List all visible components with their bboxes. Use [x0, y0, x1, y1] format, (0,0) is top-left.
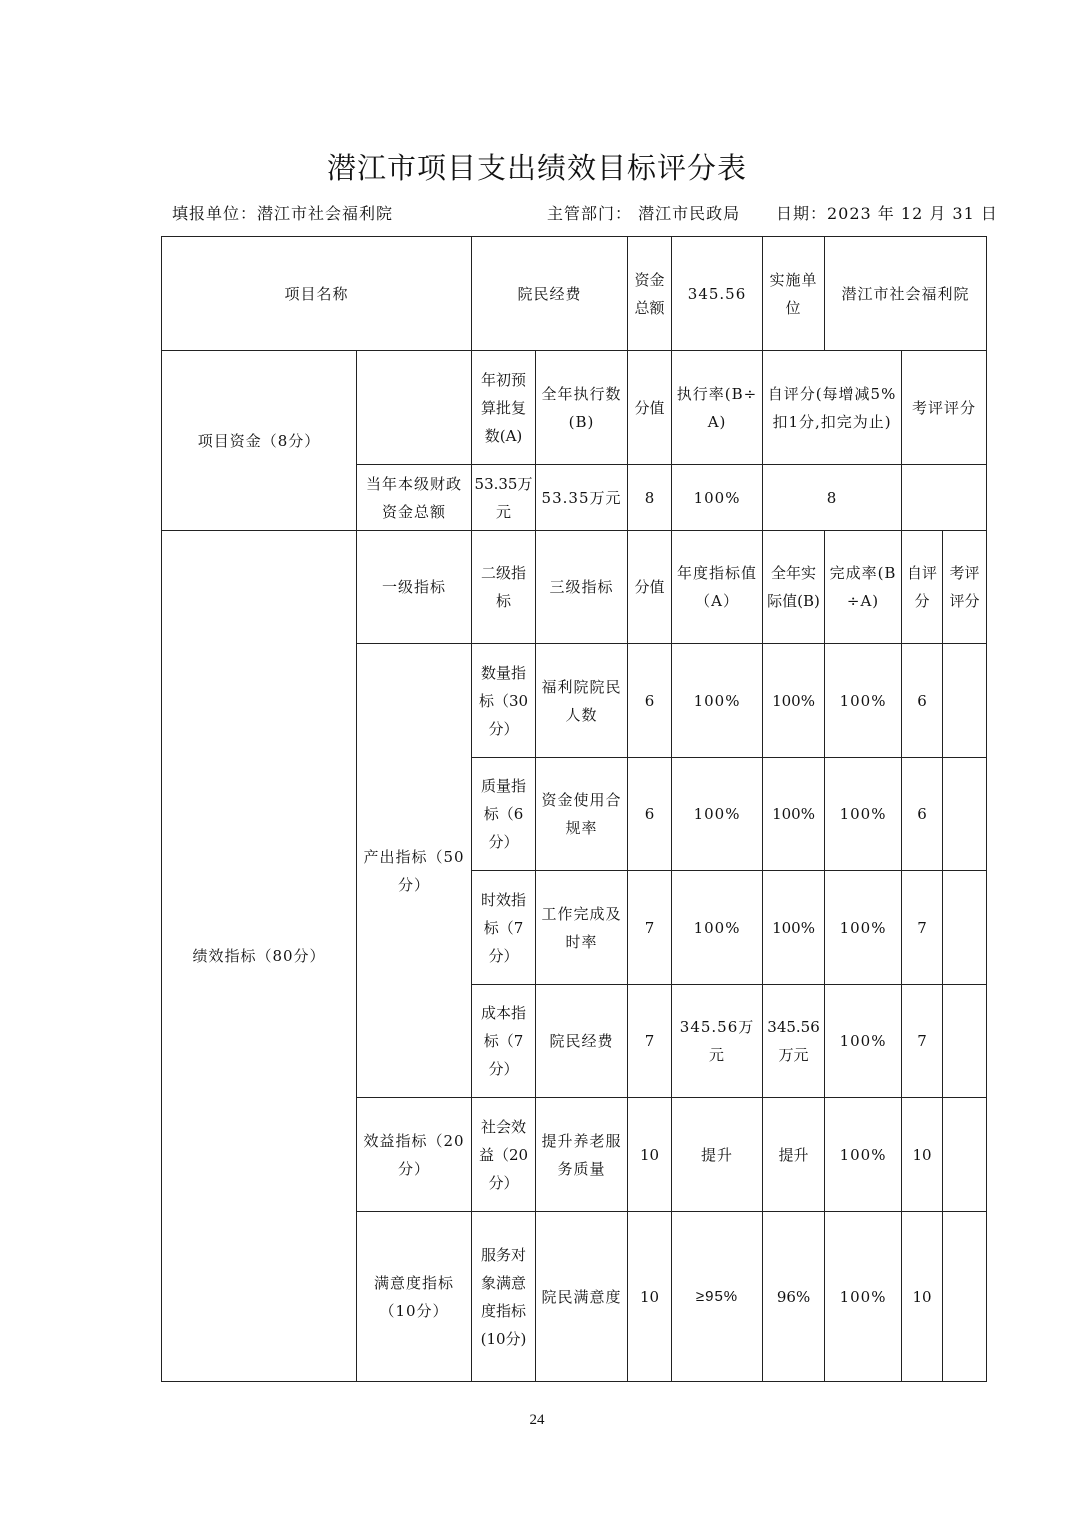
page-number: 24	[529, 1412, 545, 1428]
impl-unit-label: 实施单位	[763, 237, 825, 351]
funds-rate: 100%	[672, 465, 763, 531]
h-level3: 三级指标	[536, 531, 628, 644]
col-score: 分值	[628, 351, 672, 465]
funds-exec: 53.35万元	[536, 465, 628, 531]
total-funds-label: 资金总额	[628, 237, 672, 351]
project-name-value: 院民经费	[472, 237, 628, 351]
row-rate: 100%	[825, 1098, 902, 1212]
row-target: 100%	[672, 644, 763, 758]
row-rate: 100%	[825, 758, 902, 871]
funds-review	[902, 465, 987, 531]
row-actual: 96%	[763, 1212, 825, 1382]
funds-label: 项目资金（8分）	[162, 351, 357, 531]
h-rate: 完成率(B÷A)	[825, 531, 902, 644]
group-output: 产出指标（50分）	[357, 644, 472, 1098]
row-actual: 100%	[763, 758, 825, 871]
row-level3: 福利院院民人数	[536, 644, 628, 758]
h-review: 考评评分	[943, 531, 987, 644]
h-level1: 一级指标	[357, 531, 472, 644]
row-level2: 质量指标（6分）	[472, 758, 536, 871]
group-satisfaction: 满意度指标（10分）	[357, 1212, 472, 1382]
fill-unit: 填报单位：潜江市社会福利院	[172, 204, 394, 223]
funds-blank	[357, 351, 472, 465]
score-table	[161, 236, 987, 1382]
row-rate: 100%	[825, 985, 902, 1098]
row-score: 10	[628, 1098, 672, 1212]
row-self: 10	[902, 1098, 943, 1212]
row-rate: 100%	[825, 871, 902, 985]
row-self: 7	[902, 871, 943, 985]
row-self: 6	[902, 644, 943, 758]
row-target: 100%	[672, 871, 763, 985]
row-target: ≥95%	[672, 1212, 763, 1382]
row-target: 100%	[672, 758, 763, 871]
funds-self: 8	[763, 465, 902, 531]
col-rate: 执行率(B÷A)	[672, 351, 763, 465]
row-review	[943, 1212, 987, 1382]
col-exec: 全年执行数(B)	[536, 351, 628, 465]
funds-row-label: 当年本级财政资金总额	[357, 465, 472, 531]
row-score: 10	[628, 1212, 672, 1382]
h-self: 自评分	[902, 531, 943, 644]
row-level3: 提升养老服务质量	[536, 1098, 628, 1212]
row-score: 7	[628, 985, 672, 1098]
row-score: 7	[628, 871, 672, 985]
funds-header-row	[162, 351, 987, 465]
row-score: 6	[628, 758, 672, 871]
perf-header-row	[162, 531, 987, 644]
row-level2: 社会效益（20分）	[472, 1098, 536, 1212]
h-target: 年度指标值（A）	[672, 531, 763, 644]
row-review	[943, 1098, 987, 1212]
row-level2: 成本指标（7分）	[472, 985, 536, 1098]
h-actual: 全年实际值(B)	[763, 531, 825, 644]
group-benefit: 效益指标（20分）	[357, 1098, 472, 1212]
h-score: 分值	[628, 531, 672, 644]
row-level3: 资金使用合规率	[536, 758, 628, 871]
row-level3: 院民经费	[536, 985, 628, 1098]
page-title: 潜江市项目支出绩效目标评分表	[326, 151, 747, 185]
report-date: 日期：2023 年 12 月 31 日	[776, 204, 998, 223]
row-review	[943, 758, 987, 871]
row-actual: 提升	[763, 1098, 825, 1212]
impl-unit-value: 潜江市社会福利院	[825, 237, 987, 351]
supervising-dept: 主管部门： 潜江市民政局	[547, 204, 741, 223]
col-self: 自评分(每增减5%扣1分,扣完为止)	[763, 351, 902, 465]
funds-score: 8	[628, 465, 672, 531]
row-actual: 345.56万元	[763, 985, 825, 1098]
project-name-label: 项目名称	[162, 237, 472, 351]
h-level2: 二级指标	[472, 531, 536, 644]
row-level3: 工作完成及时率	[536, 871, 628, 985]
row-target: 345.56万元	[672, 985, 763, 1098]
col-budget: 年初预算批复数(A)	[472, 351, 536, 465]
row-actual: 100%	[763, 871, 825, 985]
col-review: 考评评分	[902, 351, 987, 465]
row-level3: 院民满意度	[536, 1212, 628, 1382]
row-self: 6	[902, 758, 943, 871]
row-self: 10	[902, 1212, 943, 1382]
row-review	[943, 644, 987, 758]
total-funds-value: 345.56	[672, 237, 763, 351]
row-target: 提升	[672, 1098, 763, 1212]
row-actual: 100%	[763, 644, 825, 758]
row-rate: 100%	[825, 644, 902, 758]
row-rate: 100%	[825, 1212, 902, 1382]
row-level2: 数量指标（30分）	[472, 644, 536, 758]
project-row	[162, 237, 987, 351]
row-self: 7	[902, 985, 943, 1098]
row-review	[943, 871, 987, 985]
row-review	[943, 985, 987, 1098]
row-level2: 时效指标（7分）	[472, 871, 536, 985]
row-level2: 服务对象满意度指标(10分)	[472, 1212, 536, 1382]
funds-budget: 53.35万元	[472, 465, 536, 531]
row-score: 6	[628, 644, 672, 758]
perf-label: 绩效指标（80分）	[162, 531, 357, 1382]
